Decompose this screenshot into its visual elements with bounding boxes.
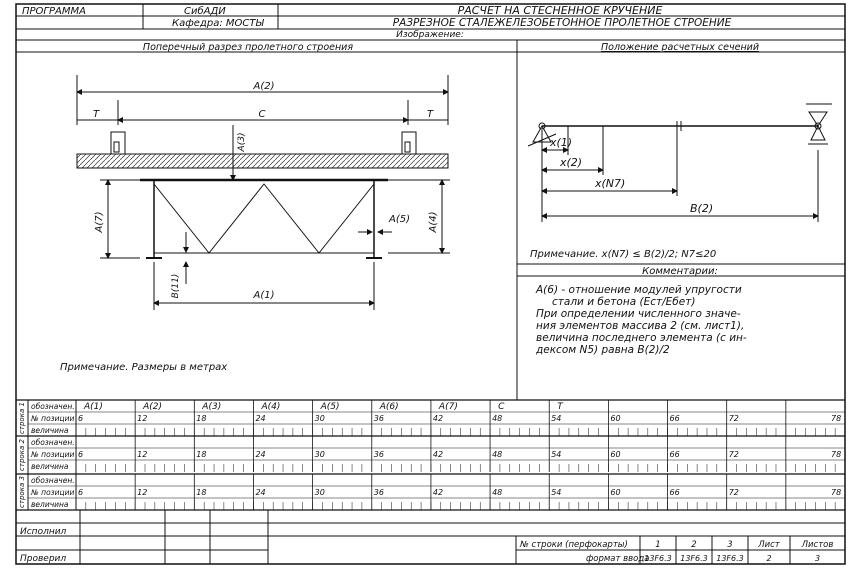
row-label: № позиции xyxy=(31,488,75,497)
symbol-label: A(1) xyxy=(84,402,103,412)
position-number: 66 xyxy=(669,450,680,459)
footer-col-label: 1 xyxy=(655,540,661,550)
row-label: величина xyxy=(31,500,69,509)
symbol-label: C xyxy=(498,402,505,412)
checked-label: Проверил xyxy=(20,554,67,564)
dim-a7: A(7) xyxy=(94,211,105,233)
form-label: формат ввода xyxy=(586,554,650,564)
position-number: 60 xyxy=(610,414,621,423)
position-number: 66 xyxy=(669,414,680,423)
comment-line: ния элементов массива 2 (см. лист1), xyxy=(536,320,745,332)
executed-label: Исполнил xyxy=(20,527,67,537)
dim-c: C xyxy=(258,109,266,120)
department: Кафедра: МОСТЫ xyxy=(172,18,264,29)
position-number: 78 xyxy=(831,488,842,497)
footer-format: 13F6.3 xyxy=(716,554,744,563)
dim-t-right: T xyxy=(426,109,434,120)
position-number: 42 xyxy=(432,414,444,423)
cross-section-drawing xyxy=(60,75,450,373)
position-number: 24 xyxy=(255,488,266,497)
position-number: 48 xyxy=(492,414,503,423)
symbol-label: A(3) xyxy=(202,402,222,412)
position-number: 72 xyxy=(728,488,739,497)
sections-drawing xyxy=(528,104,832,260)
cross-section-title: Поперечный разрез пролетного строения xyxy=(142,42,354,53)
position-number: 12 xyxy=(137,488,148,497)
data-table xyxy=(16,400,845,510)
position-number: 78 xyxy=(831,450,842,459)
footer-format: 13F6.3 xyxy=(644,554,672,563)
row-label: обозначен. xyxy=(31,476,75,485)
position-number: 60 xyxy=(610,450,621,459)
footer-format: 3 xyxy=(814,554,821,563)
dim-b11: B(11) xyxy=(171,273,181,299)
position-number: 60 xyxy=(610,488,621,497)
position-number: 18 xyxy=(196,450,207,459)
program-label: ПРОГРАММА xyxy=(22,6,86,17)
position-number: 18 xyxy=(196,414,207,423)
position-number: 72 xyxy=(728,414,739,423)
structure-title: РАЗРЕЗНОЕ СТАЛЕЖЕЛЕЗОБЕТОННОЕ ПРОЛЕТНОЕ СТРОЕНИЕ xyxy=(392,17,732,29)
sec-xn7: x(N7) xyxy=(595,177,626,190)
sec-x1: x(1) xyxy=(550,136,573,149)
position-number: 54 xyxy=(551,450,562,459)
position-number: 30 xyxy=(314,450,325,459)
comment-line: A(6) - отношение модулей упругости xyxy=(536,284,742,296)
symbol-label: A(7) xyxy=(438,402,458,412)
position-number: 30 xyxy=(314,414,325,423)
group-label: строка 3 xyxy=(18,476,26,508)
image-label: Изображение: xyxy=(396,30,464,40)
dim-a1: A(1) xyxy=(253,290,275,301)
footer-col-label: Листов xyxy=(801,540,834,550)
group-label: строка 1 xyxy=(18,402,26,434)
footer-col-label: 3 xyxy=(727,540,733,550)
comments-panel xyxy=(517,264,845,356)
position-number: 72 xyxy=(728,450,739,459)
group-label: строка 2 xyxy=(18,439,26,471)
row-label: величина xyxy=(31,462,69,471)
position-number: 66 xyxy=(669,488,680,497)
program-value: СибАДИ xyxy=(184,6,226,17)
row-no-label: № строки (перфокарты) xyxy=(520,540,628,550)
row-label: величина xyxy=(31,426,69,435)
sec-b2: B(2) xyxy=(690,202,714,215)
comment-line: величина последнего элемента (с ин- xyxy=(536,332,747,344)
position-number: 6 xyxy=(78,488,84,497)
position-number: 36 xyxy=(373,414,384,423)
symbol-label: A(4) xyxy=(261,402,281,412)
position-number: 12 xyxy=(137,414,148,423)
position-number: 36 xyxy=(373,450,384,459)
footer-col-label: Лист xyxy=(758,540,780,550)
comment-line: При определении численного значе- xyxy=(536,308,741,320)
position-number: 30 xyxy=(314,488,325,497)
footer-format: 13F6.3 xyxy=(680,554,708,563)
symbol-label: A(6) xyxy=(379,402,399,412)
position-number: 6 xyxy=(78,450,84,459)
dim-a2: A(2) xyxy=(253,81,275,92)
footer-format: 2 xyxy=(766,554,772,563)
sections-note: Примечание. x(N7) ≤ B(2)/2; N7≤20 xyxy=(530,249,717,260)
footer-col-label: 2 xyxy=(691,540,697,550)
sec-x2: x(2) xyxy=(560,156,583,169)
dim-a3: A(3) xyxy=(237,132,247,152)
dim-a5: A(5) xyxy=(389,214,411,225)
position-number: 36 xyxy=(373,488,384,497)
symbol-label: A(2) xyxy=(143,402,163,412)
position-number: 24 xyxy=(255,414,266,423)
comment-line: стали и бетона (Eст/Eбет) xyxy=(552,296,696,308)
position-number: 42 xyxy=(432,488,444,497)
sections-title: Положение расчетных сечений xyxy=(601,42,759,53)
dim-a4: A(4) xyxy=(428,211,439,233)
row-label: № позиции xyxy=(31,414,75,423)
position-number: 6 xyxy=(78,414,84,423)
comments-title: Комментарии: xyxy=(642,266,718,277)
row-label: № позиции xyxy=(31,450,75,459)
symbol-label: T xyxy=(557,402,563,412)
footer xyxy=(16,510,845,564)
comment-line: дексом N5) равна B(2)/2 xyxy=(536,344,670,356)
dim-t-left: T xyxy=(92,109,100,120)
position-number: 12 xyxy=(137,450,148,459)
position-number: 54 xyxy=(551,414,562,423)
cross-section-note: Примечание. Размеры в метрах xyxy=(60,362,228,373)
symbol-label: A(5) xyxy=(320,402,340,412)
position-number: 42 xyxy=(432,450,444,459)
position-number: 78 xyxy=(831,414,842,423)
position-number: 48 xyxy=(492,488,503,497)
position-number: 24 xyxy=(255,450,266,459)
position-number: 54 xyxy=(551,488,562,497)
row-label: обозначен. xyxy=(31,402,75,411)
calc-title: РАСЧЕТ НА СТЕСНЕННОЕ КРУЧЕНИЕ xyxy=(457,4,663,17)
row-label: обозначен. xyxy=(31,438,75,447)
position-number: 18 xyxy=(196,488,207,497)
position-number: 48 xyxy=(492,450,503,459)
